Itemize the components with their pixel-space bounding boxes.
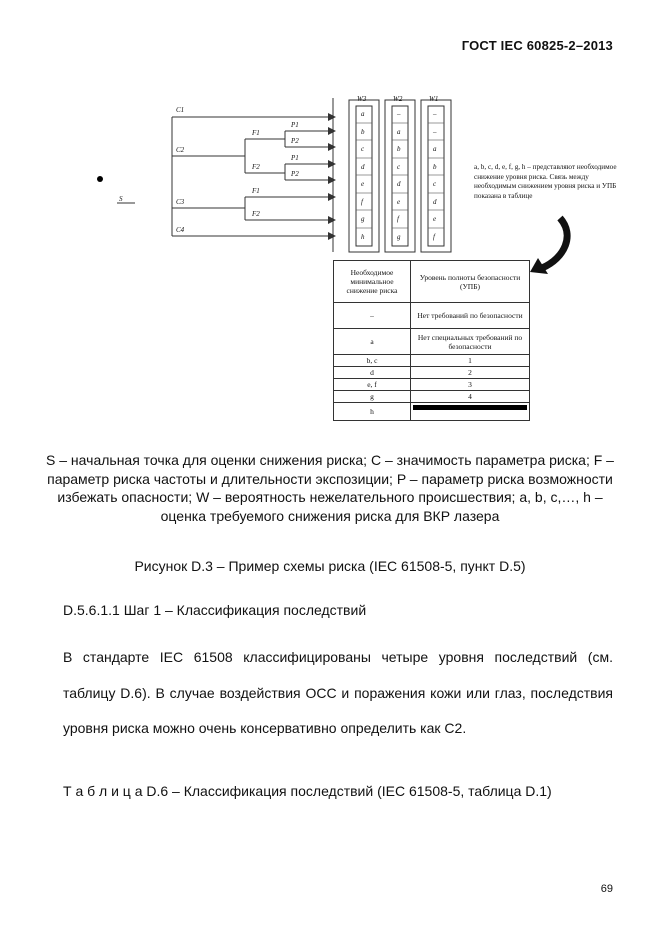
- c1-label: C1: [176, 106, 185, 114]
- table-cell: 4: [411, 391, 530, 403]
- w-cell: a: [397, 128, 401, 136]
- table-cell: 3: [411, 379, 530, 391]
- section-heading: D.5.6.1.1 Шаг 1 – Классификация последствий: [63, 602, 367, 618]
- diagram-legend: a, b, c, d, e, f, g, h – представляют необходимое снижение уровня риска. Связь между необходимым снижением уровня риска и УПБ показана в таблице: [474, 163, 617, 200]
- p1-label-lower: P1: [291, 154, 299, 162]
- w-cell: e: [433, 215, 437, 223]
- table-cell: a: [334, 329, 411, 355]
- start-point-label: S: [119, 195, 123, 203]
- w-cell: f: [397, 215, 399, 223]
- table-title: Т а б л и ц а D.6 – Классификация последствий (IEC 61508-5, таблица D.1): [63, 783, 552, 799]
- w-cell: a: [361, 110, 365, 118]
- w-cell: f: [361, 198, 363, 206]
- w-cell: b: [397, 145, 401, 153]
- body-paragraph: В стандарте IEC 61508 классифицированы четыре уровня последствий (см. таблицу D.6). В случае воздействия ОСС и поражения кожи или глаз, последствия уровня риска можно очень консервативно определить как C2.: [63, 649, 613, 736]
- w-cell: c: [397, 163, 401, 171]
- document-header: ГОСТ IEC 60825-2–2013: [461, 38, 613, 53]
- p2-label-upper: P2: [291, 137, 299, 145]
- c2-label: C2: [176, 146, 185, 154]
- table-cell: h: [334, 403, 411, 421]
- w-cell: –: [397, 110, 401, 118]
- page-number: 69: [600, 883, 613, 895]
- table-cell: e, f: [334, 379, 411, 391]
- risk-graph-diagram: [0, 0, 661, 440]
- w-cell: –: [433, 110, 437, 118]
- w-cell: b: [361, 128, 365, 136]
- figure-caption: S – начальная точка для оценки снижения риска; C – значимость параметра риска; F – параметр риска частоты и длительности экспозиции; P – параметр риска возможности избежать опасности; W – вероятность нежелательного происшествия; a, b, c,…, h – оценка требуемого снижения риска для ВКР лазера: [46, 452, 614, 524]
- w3-header: W3: [357, 95, 367, 103]
- c3-label: C3: [176, 198, 185, 206]
- bullet-dot: [97, 176, 103, 182]
- f2-label-upper: F2: [252, 163, 260, 171]
- w-cell: c: [361, 145, 365, 153]
- w1-header: W1: [429, 95, 439, 103]
- table-header: Необходимое минимальное снижение риска: [334, 261, 411, 303]
- w-cell: e: [397, 198, 401, 206]
- w-cell: d: [361, 163, 365, 171]
- w-cell: e: [361, 180, 365, 188]
- table-cell: Нет требований по безопасности: [411, 303, 530, 329]
- w-cell: f: [433, 233, 435, 241]
- table-cell: d: [334, 367, 411, 379]
- risk-sil-table: [333, 260, 530, 421]
- p2-label-lower: P2: [291, 170, 299, 178]
- w2-header: W2: [393, 95, 403, 103]
- f1-label-upper: F1: [252, 129, 260, 137]
- figure-title: Рисунок D.3 – Пример схемы риска (IEC 61508-5, пункт D.5): [134, 558, 526, 574]
- w-cell: g: [397, 233, 401, 241]
- w-cell: d: [397, 180, 401, 188]
- w-cell: g: [361, 215, 365, 223]
- table-cell: Нет специальных требований по безопасности: [411, 329, 530, 355]
- w-cell: d: [433, 198, 437, 206]
- table-cell: b, c: [334, 355, 411, 367]
- table-cell: g: [334, 391, 411, 403]
- w-cell: h: [361, 233, 365, 241]
- w-cell: b: [433, 163, 437, 171]
- table-cell: 1: [411, 355, 530, 367]
- w-cell: –: [433, 128, 437, 136]
- table-header: Уровень полноты безопасности (УПБ): [411, 261, 530, 303]
- table-cell: –: [334, 303, 411, 329]
- w-cell: a: [433, 145, 437, 153]
- table-cell: [411, 403, 530, 421]
- curved-arrow-icon: [542, 218, 567, 268]
- table-cell: 2: [411, 367, 530, 379]
- c4-label: C4: [176, 226, 185, 234]
- sil-bar: [413, 405, 527, 410]
- f1-label-lower: F1: [252, 187, 260, 195]
- w-cell: c: [433, 180, 437, 188]
- f2-label-lower: F2: [252, 210, 260, 218]
- p1-label-upper: P1: [291, 121, 299, 129]
